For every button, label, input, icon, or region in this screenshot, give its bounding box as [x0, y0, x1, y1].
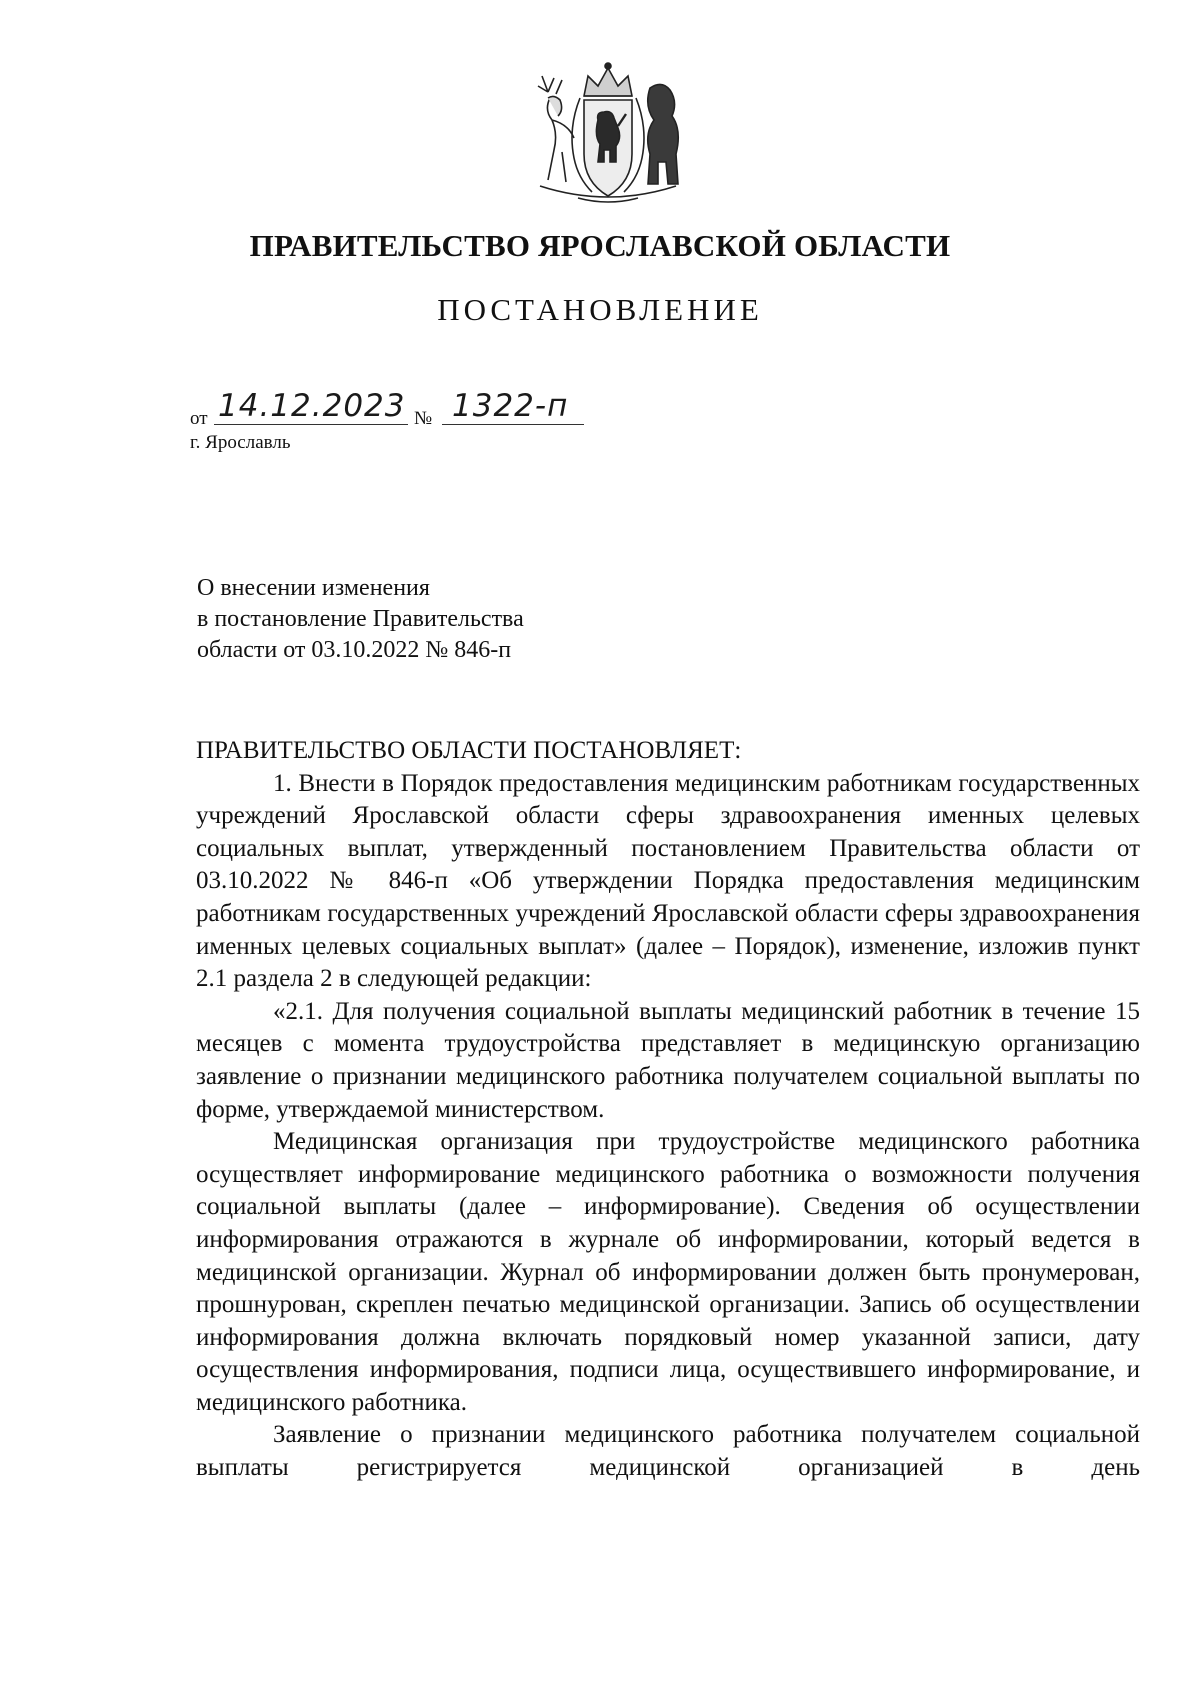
document-body [196, 735, 1140, 1485]
date-prefix-label: от [190, 408, 208, 429]
body-paragraph: 1. Внести в Порядок предоставления медицинским работникам государственных учреждений Ярославской области сферы здравоохранения именных целевых социальных выплат, утвержденный постановлением Правительства области от 03.10.2022 № 846-п «Об утверждении Порядка предоставления медицинским работникам государственных учреждений Ярославской области сферы здравоохранения именных целевых социальных выплат» (далее – Порядок), изменение, изложив пункт 2.1 раздела 2 в следующей редакции: [196, 769, 1140, 993]
number-underline [442, 424, 584, 425]
body-paragraph: Медицинская организация при трудоустройстве медицинского работника осуществляет информирование медицинского работника о возможности получения социальной выплаты (далее – информирование). Сведения об осуществлении информирования отражаются в журнале об информировании, который ведется в медицинской организации. Журнал об информировании должен быть пронумерован, прошнурован, скреплен печатью медицинской организации. Запись об осуществлении информирования должна включать порядковый номер указанной записи, дату осуществления информирования, подписи лица, осуществившего информирование, и медицинского работника. [196, 1128, 1140, 1416]
city-label: г. Ярославль [190, 432, 291, 453]
government-title: ПРАВИТЕЛЬСТВО ЯРОСЛАВСКОЙ ОБЛАСТИ [249, 228, 951, 263]
subject-line: области от 03.10.2022 № 846-п [197, 637, 512, 663]
document-requisites [190, 388, 790, 432]
number-prefix-label: № [414, 408, 433, 429]
handwritten-date: 14.12.2023 [218, 388, 406, 424]
document-type-title: ПОСТАНОВЛЕНИЕ [437, 292, 763, 327]
handwritten-number: 1322-п [452, 388, 569, 424]
body-paragraph: Заявление о признании медицинского работника получателем социальной выплаты регистрируется медицинской организацией в день [196, 1421, 1140, 1482]
body-paragraph: «2.1. Для получения социальной выплаты медицинский работник в течение 15 месяцев с момента трудоустройства представляет в медицинскую организацию заявление о признании медицинского работника получателем социальной выплаты по форме, утверждаемой министерством. [196, 997, 1140, 1123]
date-underline [214, 424, 408, 425]
subject-line: в постановление Правительства [197, 606, 524, 632]
resolves-heading: ПРАВИТЕЛЬСТВО ОБЛАСТИ ПОСТАНОВЛЯЕТ: [196, 737, 742, 764]
document-subject [197, 573, 524, 666]
coat-of-arms-icon [518, 58, 698, 210]
subject-line: О внесении изменения [197, 575, 430, 601]
